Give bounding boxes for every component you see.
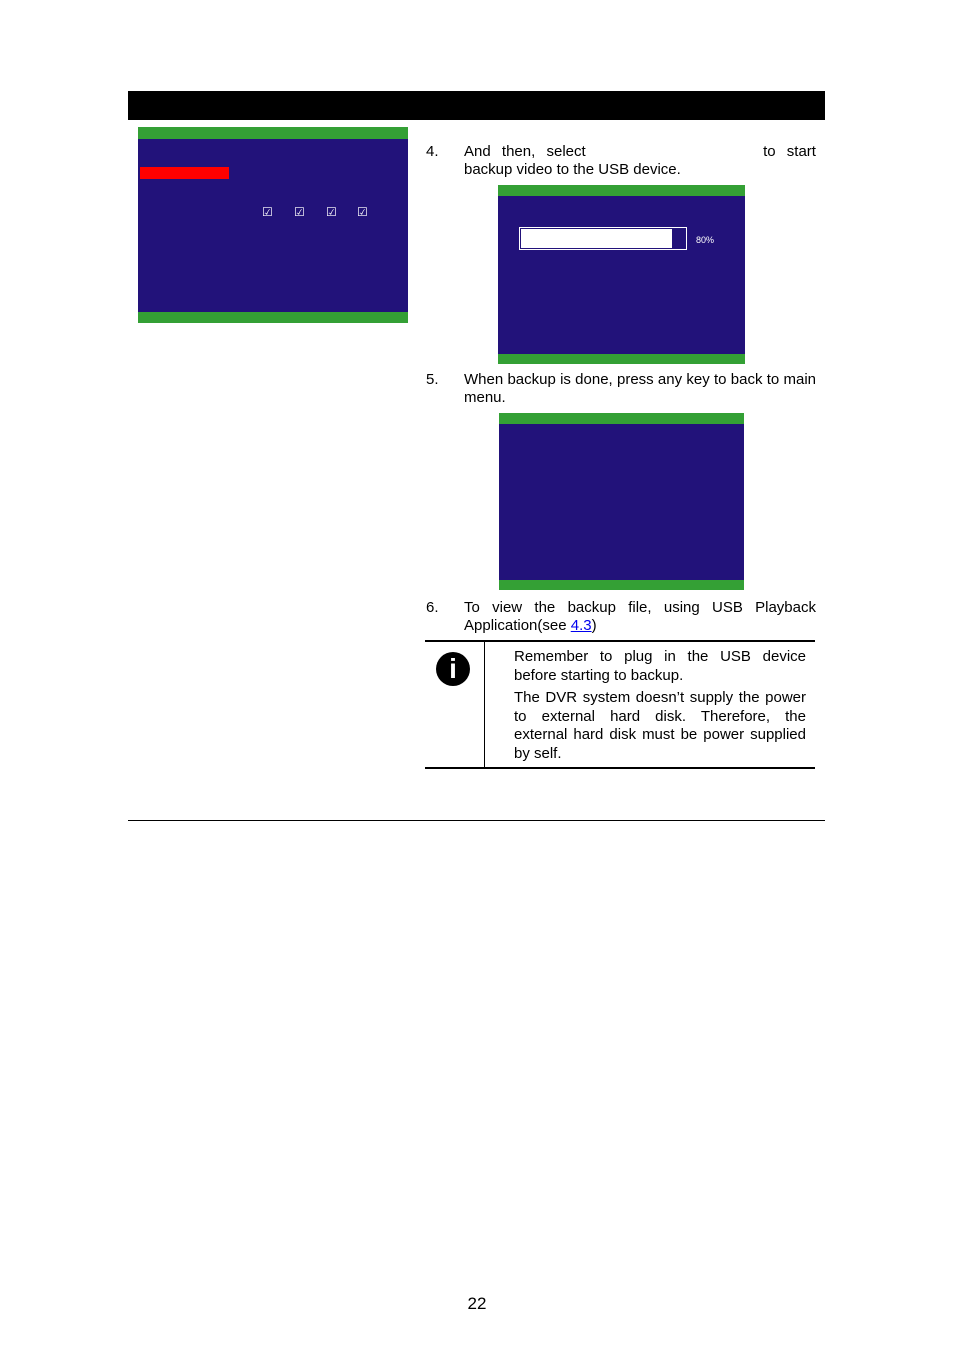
step-6-text bbox=[464, 599, 816, 635]
step-4-word-select: select bbox=[546, 143, 586, 160]
channel-checkbox-4[interactable]: ☑ bbox=[357, 205, 368, 219]
step-4-word-then: then, bbox=[501, 143, 536, 160]
step-4-line2: backup video to the USB device. bbox=[464, 161, 681, 178]
section-4-3-link[interactable]: 4.3 bbox=[570, 617, 592, 634]
step-4-word-start: start bbox=[786, 143, 816, 160]
step-6-number: 6. bbox=[426, 599, 439, 616]
note-divider bbox=[484, 642, 485, 768]
note-bottom-rule bbox=[425, 767, 815, 769]
progress-screen-footer-bar bbox=[498, 354, 745, 364]
backup-progress-percent: 80% bbox=[696, 235, 715, 245]
backup-done-screen bbox=[499, 413, 744, 590]
backup-progress-fill bbox=[521, 229, 672, 248]
done-screen-title-bar bbox=[499, 413, 744, 424]
step-5-text: When backup is done, press any key to back to main menu. bbox=[464, 371, 816, 406]
channel-checkbox-2[interactable]: ☑ bbox=[294, 205, 305, 219]
section-header-bar bbox=[128, 91, 825, 120]
done-screen-footer-bar bbox=[499, 580, 744, 590]
selected-menu-item-highlight[interactable] bbox=[140, 167, 229, 179]
note-paragraph-2: The DVR system doesn’t supply the power to external hard disk. Therefore, the external hard disk must be power supplied by self. bbox=[514, 689, 806, 762]
step-4-word-and: And bbox=[464, 143, 491, 160]
backup-menu-screen bbox=[138, 127, 408, 323]
step-4-number: 4. bbox=[426, 143, 439, 160]
backup-menu-footer-bar bbox=[138, 312, 408, 323]
step-4-word-to: to bbox=[763, 143, 776, 160]
step-6-text-after: ) bbox=[591, 617, 597, 634]
step-5-number: 5. bbox=[426, 371, 439, 388]
backup-menu-title-bar bbox=[138, 127, 408, 139]
info-icon: i bbox=[436, 652, 470, 686]
backup-progress-screen bbox=[498, 185, 745, 364]
note-paragraph-1: Remember to plug in the USB device before starting to backup. bbox=[514, 648, 806, 684]
footer-rule bbox=[128, 820, 825, 821]
channel-checkbox-1[interactable]: ☑ bbox=[262, 205, 273, 219]
progress-screen-title-bar bbox=[498, 185, 745, 196]
page-number: 22 bbox=[467, 1294, 487, 1313]
step-4-text bbox=[464, 143, 816, 179]
step-6-text-before: To view the backup file, using USB Playback Application(see bbox=[464, 599, 816, 634]
channel-checkbox-3[interactable]: ☑ bbox=[326, 205, 337, 219]
